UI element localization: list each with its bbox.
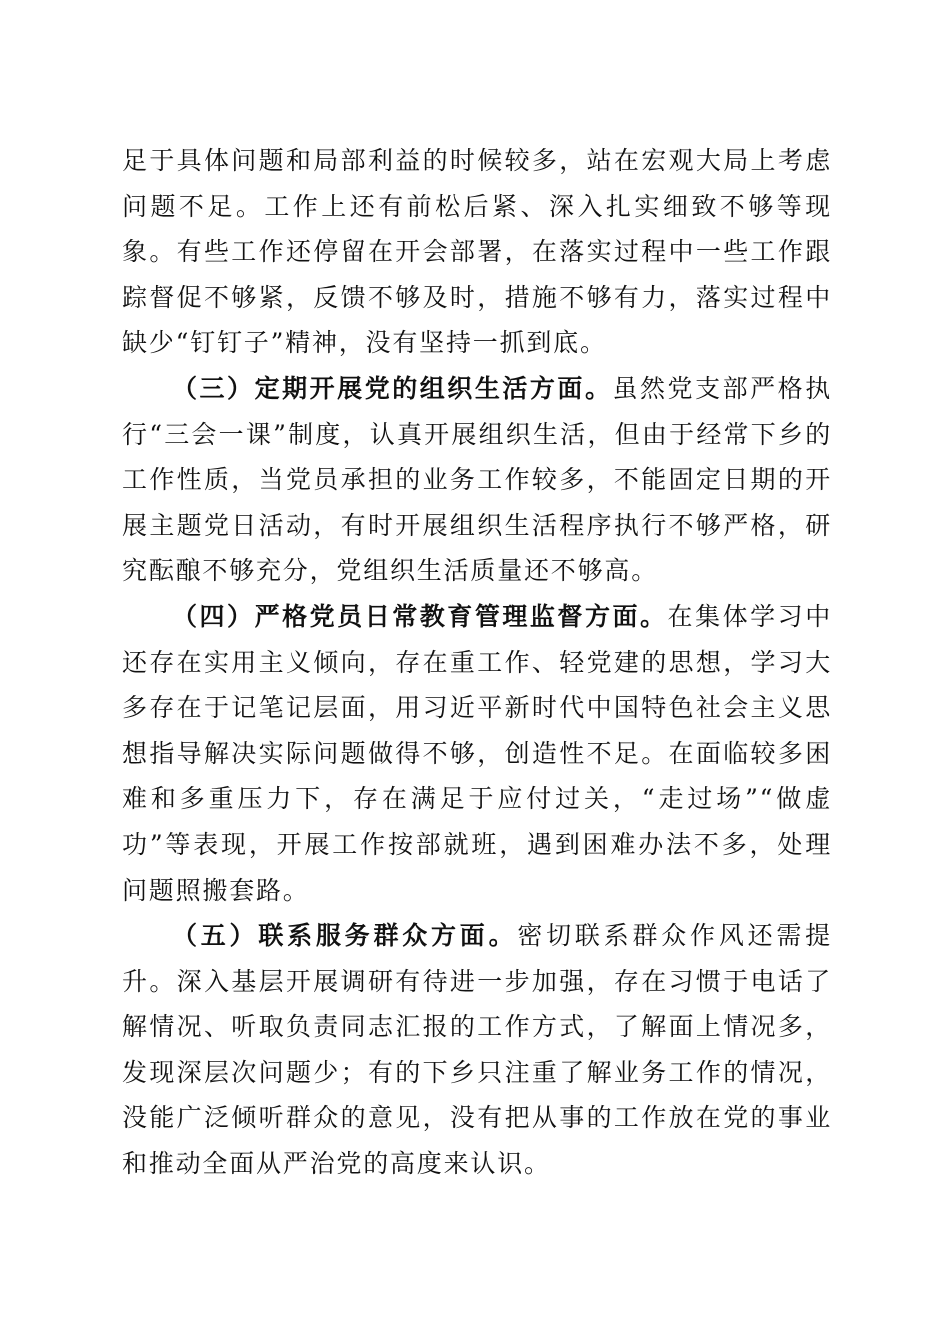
- paragraph-continuation: [122, 138, 832, 366]
- paragraph-text: 密切联系群众作风还需提升。深入基层开展调研有待进一步加强，存在习惯于电话了解情况、听取负责同志汇报的工作方式，了解面上情况多，发现深层次问题少；有的下乡只注重了解业务工作的情况，没能广泛倾听群众的意见，没有把从事的工作放在党的事业和推动全面从严治党的高度来认识。: [122, 921, 832, 1179]
- paragraph-serving-masses: [122, 913, 832, 1187]
- section-heading-3: （三）定期开展党的组织生活方面。: [172, 373, 613, 403]
- section-heading-5: （五）联系服务群众方面。: [172, 921, 518, 951]
- paragraph-organizational-life: [122, 366, 832, 594]
- document-body: [122, 138, 832, 1187]
- paragraph-text: 足于具体问题和局部利益的时候较多，站在宏观大局上考虑问题不足。工作上还有前松后紧、深入扎实细致不够等现象。有些工作还停留在开会部署，在落实过程中一些工作跟踪督促不够紧，反馈不够及时，措施不够有力，落实过程中缺少“钉钉子”精神，没有坚持一抓到底。: [122, 146, 832, 358]
- paragraph-text: 在集体学习中还存在实用主义倾向，存在重工作、轻党建的思想，学习大多存在于记笔记层面，用习近平新时代中国特色社会主义思想指导解决实际问题做得不够，创造性不足。在面临较多困难和多重压力下，存在满足于应付过关，“走过场”“做虚功”等表现，开展工作按部就班，遇到困难办法不多，处理问题照搬套路。: [122, 601, 832, 905]
- paragraph-member-education: [122, 594, 832, 913]
- section-heading-4: （四）严格党员日常教育管理监督方面。: [172, 601, 668, 631]
- paragraph-text: 虽然党支部严格执行“三会一课”制度，认真开展组织生活，但由于经常下乡的工作性质，当党员承担的业务工作较多，不能固定日期的开展主题党日活动，有时开展组织生活程序执行不够严格，研究酝酿不够充分，党组织生活质量还不够高。: [122, 373, 832, 586]
